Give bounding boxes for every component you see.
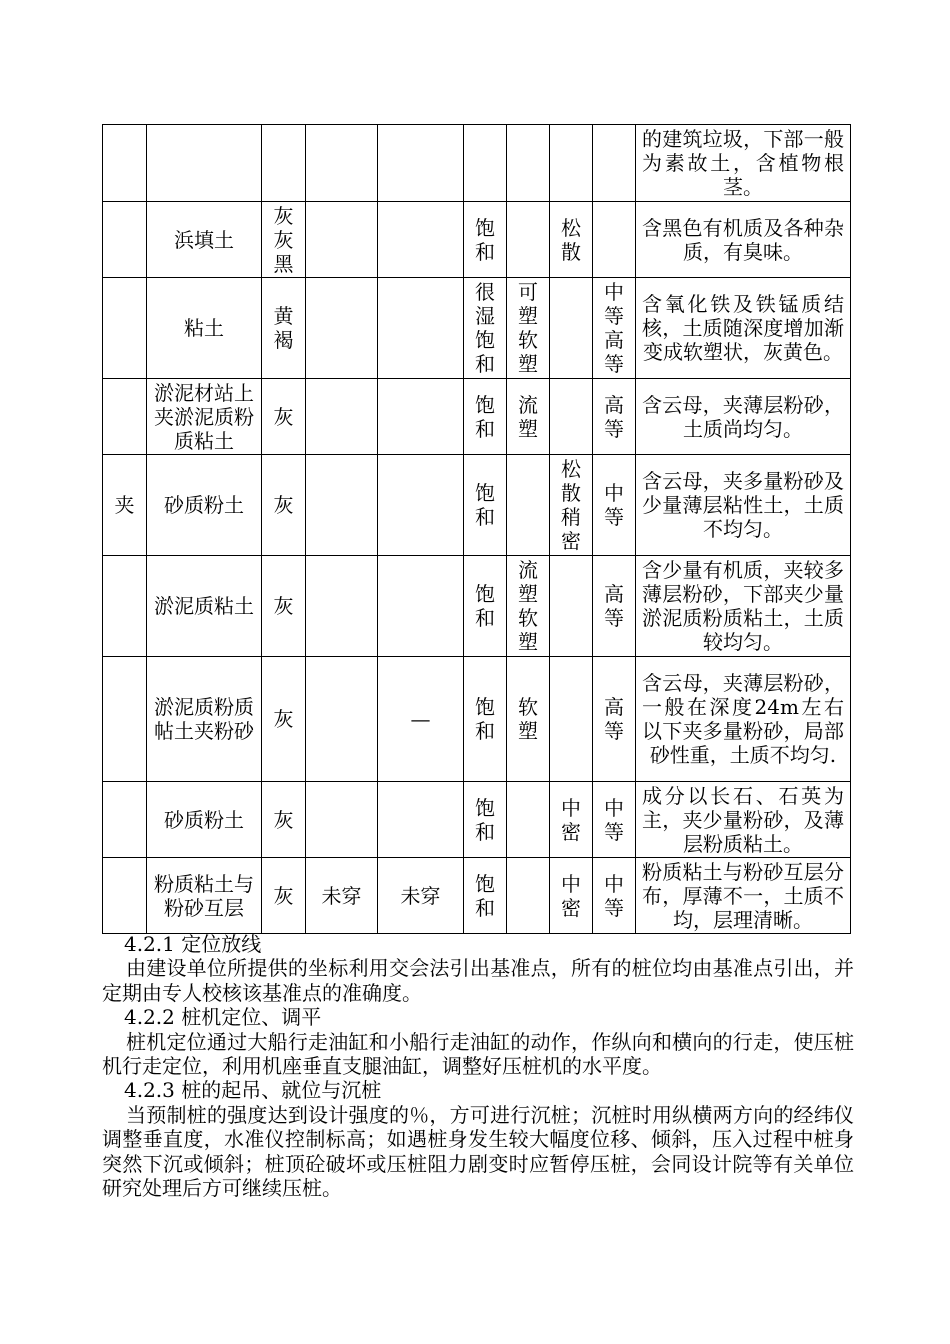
cell-plasticity [507, 379, 550, 455]
density-text: 松散稍密 [561, 457, 581, 553]
color-text: 灰灰黑 [273, 203, 294, 276]
cell-soil-name: 淤泥质粉质帖土夹粉砂 [147, 657, 262, 782]
cell-density [550, 782, 593, 858]
cell-color [262, 556, 306, 657]
table-row [103, 202, 851, 278]
cell-soil-name [147, 125, 262, 202]
cell-moisture [464, 858, 507, 934]
cell-layer-no [103, 379, 147, 455]
cell-compressibility [593, 125, 636, 202]
cell-density [550, 858, 593, 934]
cell-col4: 未穿 [306, 858, 378, 934]
cell-compressibility [593, 379, 636, 455]
cell-description: 含少量有机质，夹较多薄层粉砂，下部夹少量淤泥质粉质粘土，土质较均匀。 [636, 556, 851, 657]
table-row [103, 379, 851, 455]
cell-plasticity [507, 278, 550, 379]
cell-moisture [464, 379, 507, 455]
color-text: 灰 [273, 594, 294, 618]
cell-col4 [306, 202, 378, 278]
cell-col5 [378, 379, 464, 455]
cell-compressibility [593, 858, 636, 934]
table-row [103, 782, 851, 858]
soil-layer-table [102, 124, 851, 934]
cell-col4 [306, 455, 378, 556]
cell-moisture [464, 125, 507, 202]
cell-moisture [464, 782, 507, 858]
cell-color [262, 125, 306, 202]
cell-soil-name: 淤泥材站上夹淤泥质粉质粘土 [147, 379, 262, 455]
cell-description: 成分以长石、石英为主，夹少量粉砂，及薄层粉质粘土。 [636, 782, 851, 858]
cell-soil-name: 淤泥质粘土 [147, 556, 262, 657]
cell-description: 含氧化铁及铁锰质结核，土质随深度增加渐变成软塑状，灰黄色。 [636, 278, 851, 379]
cell-plasticity [507, 125, 550, 202]
cell-col4 [306, 657, 378, 782]
density-text: 中密 [561, 871, 581, 920]
table-row [103, 556, 851, 657]
cell-layer-no [103, 782, 147, 858]
cell-density [550, 202, 593, 278]
cell-col5: — [378, 657, 464, 782]
cell-soil-name: 浜填土 [147, 202, 262, 278]
cell-density [550, 278, 593, 379]
moisture-text: 饱和 [475, 215, 495, 264]
table-row [103, 858, 851, 934]
cell-plasticity [507, 556, 550, 657]
cell-col5 [378, 455, 464, 556]
cell-col5 [378, 125, 464, 202]
cell-moisture [464, 278, 507, 379]
cell-moisture [464, 657, 507, 782]
moisture-text: 饱和 [475, 695, 495, 743]
plasticity-text: 流塑 [518, 392, 538, 441]
cell-density [550, 455, 593, 556]
cell-color [262, 455, 306, 556]
cell-description: 含云母，夹薄层粉砂，一般在深度24m左右以下夹多量粉砂，局部砂性重，土质不均匀. [636, 657, 851, 782]
cell-layer-no [103, 858, 147, 934]
color-text: 灰 [273, 404, 294, 429]
moisture-text: 饱和 [475, 481, 495, 529]
moisture-text: 饱和 [475, 392, 495, 441]
cell-layer-no [103, 202, 147, 278]
color-text: 灰 [273, 707, 294, 731]
cell-plasticity [507, 455, 550, 556]
cell-soil-name: 粘土 [147, 278, 262, 379]
section-heading: 4.2.2 桩机定位、调平 [124, 1005, 322, 1030]
plasticity-text: 流塑软塑 [518, 558, 538, 654]
color-text: 灰 [273, 883, 294, 908]
cell-plasticity [507, 858, 550, 934]
cell-moisture [464, 455, 507, 556]
cell-plasticity [507, 782, 550, 858]
compressibility-text: 中等 [604, 871, 624, 920]
section-paragraph: 由建设单位所提供的坐标利用交会法引出基准点，所有的桩位均由基准点引出，并定期由专人校核该基准点的准确度。 [102, 956, 854, 1005]
section-text [102, 932, 854, 1200]
moisture-text: 饱和 [475, 871, 495, 920]
cell-color [262, 782, 306, 858]
compressibility-text: 中等 [604, 795, 624, 844]
cell-soil-name: 砂质粉土 [147, 455, 262, 556]
cell-compressibility [593, 657, 636, 782]
cell-col5 [378, 782, 464, 858]
plasticity-text: 软塑 [518, 695, 538, 743]
cell-compressibility [593, 455, 636, 556]
compressibility-text: 高等 [604, 582, 624, 630]
cell-col4 [306, 379, 378, 455]
cell-soil-name: 粉质粘土与粉砂互层 [147, 858, 262, 934]
cell-description: 的建筑垃圾，下部一般为素故土，含植物根茎。 [636, 125, 851, 202]
cell-col4 [306, 125, 378, 202]
cell-density [550, 556, 593, 657]
cell-col5: 未穿 [378, 858, 464, 934]
plasticity-text: 可塑软塑 [518, 280, 538, 376]
cell-density [550, 125, 593, 202]
compressibility-text: 高等 [604, 695, 624, 743]
cell-color [262, 657, 306, 782]
cell-moisture [464, 202, 507, 278]
compressibility-text: 中等高等 [604, 280, 624, 376]
cell-density [550, 379, 593, 455]
section-heading: 4.2.1 定位放线 [124, 932, 262, 956]
cell-col4 [306, 782, 378, 858]
cell-moisture [464, 556, 507, 657]
cell-col5 [378, 202, 464, 278]
section-paragraph: 桩机定位通过大船行走油缸和小船行走油缸的动作，作纵向和横向的行走，使压桩机行走定位，利用机座垂直支腿油缸，调整好压桩机的水平度。 [102, 1029, 854, 1079]
section-heading: 4.2.3 桩的起吊、就位与沉桩 [124, 1078, 382, 1103]
cell-plasticity [507, 657, 550, 782]
cell-color [262, 379, 306, 455]
cell-compressibility [593, 556, 636, 657]
cell-layer-no [103, 125, 147, 202]
section-paragraph: 当预制桩的强度达到设计强度的％，方可进行沉桩；沉桩时用纵横两方向的经纬仪调整垂直度，水准仪控制标高；如遇桩身发生较大幅度位移、倾斜，压入过程中桩身突然下沉或倾斜；桩顶砼破坏或压桩阻力剧变时应暂停压桩，会同设计院等有关单位研究处理后方可继续压桩。 [102, 1102, 854, 1201]
cell-col4 [306, 278, 378, 379]
density-text: 中密 [561, 795, 581, 844]
cell-density [550, 657, 593, 782]
compressibility-text: 中等 [604, 481, 624, 529]
moisture-text: 很湿饱和 [475, 280, 495, 376]
cell-plasticity [507, 202, 550, 278]
cell-compressibility [593, 782, 636, 858]
cell-compressibility [593, 278, 636, 379]
cell-layer-no [103, 278, 147, 379]
cell-description: 含云母，夹薄层粉砂，土质尚均匀。 [636, 379, 851, 455]
cell-col4 [306, 556, 378, 657]
table-row [103, 278, 851, 379]
color-text: 黄褐 [273, 304, 294, 352]
color-text: 灰 [273, 807, 294, 832]
table-row [103, 455, 851, 556]
cell-col5 [378, 278, 464, 379]
cell-soil-name: 砂质粉土 [147, 782, 262, 858]
cell-compressibility [593, 202, 636, 278]
compressibility-text: 高等 [604, 392, 624, 441]
moisture-text: 饱和 [475, 582, 495, 630]
cell-layer-no [103, 556, 147, 657]
cell-color [262, 858, 306, 934]
cell-description: 粉质粘土与粉砂互层分布，厚薄不一，土质不均，层理清晰。 [636, 858, 851, 934]
moisture-text: 饱和 [475, 795, 495, 844]
cell-color [262, 202, 306, 278]
table-row [103, 657, 851, 782]
cell-color [262, 278, 306, 379]
color-text: 灰 [273, 493, 294, 517]
cell-description: 含云母，夹多量粉砂及少量薄层粘性土，土质不均匀。 [636, 455, 851, 556]
cell-layer-no [103, 657, 147, 782]
cell-col5 [378, 556, 464, 657]
table-row [103, 125, 851, 202]
cell-layer-no: 夹 [103, 455, 147, 556]
density-text: 松散 [561, 215, 581, 264]
cell-description: 含黑色有机质及各种杂质，有臭味。 [636, 202, 851, 278]
